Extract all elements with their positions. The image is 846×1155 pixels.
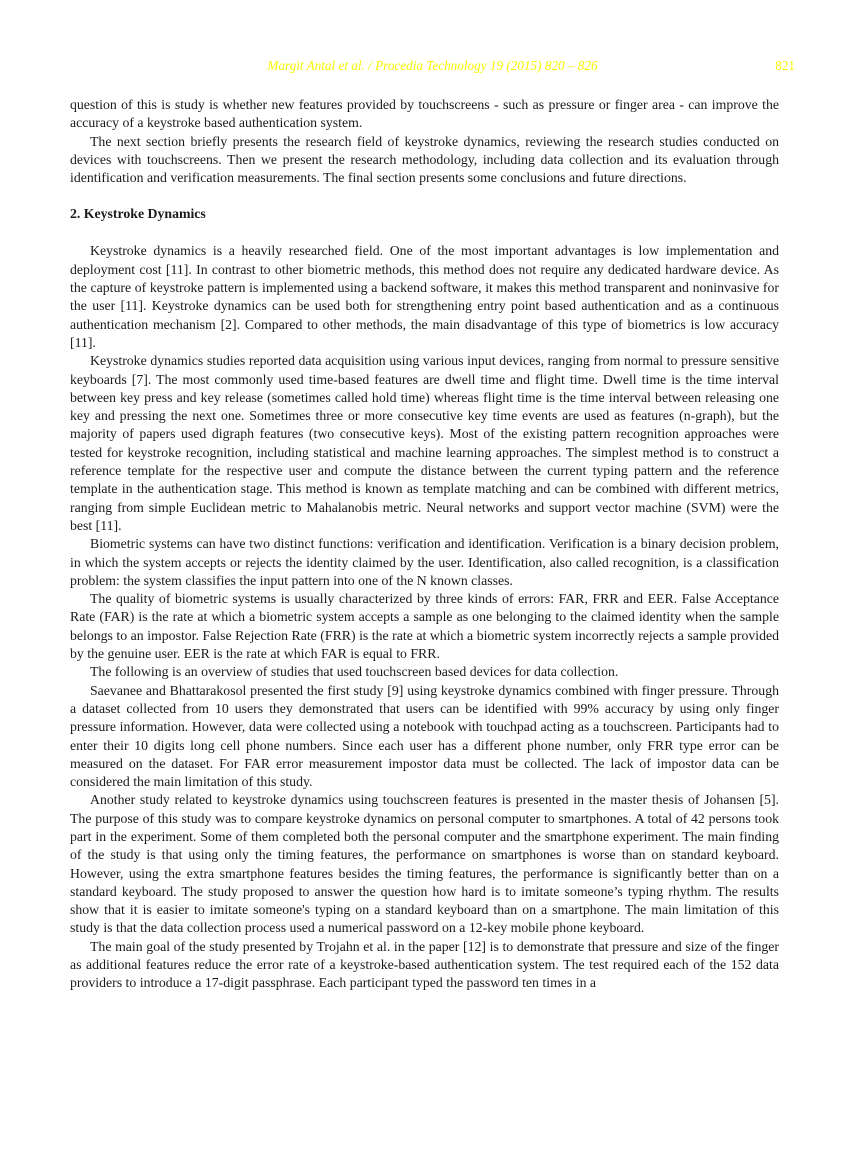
- paragraph-trojahn-study: The main goal of the study presented by Trojahn et al. in the paper [12] is to demonstrate that pressure and size of the finger as additional features reduce the error rate of a keystroke-based authentication system. The test required each of the 152 data providers to introduce a 17-digit passphrase. Each participant typed the password ten times in a: [70, 938, 779, 991]
- page-number: 821: [775, 58, 795, 73]
- paragraph-keystroke-advantages: Keystroke dynamics is a heavily researched field. One of the most important advantages is low implementation and deployment cost [11]. In contrast to other biometric methods, this method does not require any dedicated hardware device. As the capture of keystroke pattern is implemented using a backend software, it makes this method transparent and noninvasive for the user [11]. Keystroke dynamics can be used both for strengthening entry point based authentication and as a continuous authentication mechanism [2]. Compared to other methods, the main disadvantage of this type of biometrics is low accuracy [11].: [70, 243, 779, 350]
- paragraph-saevanee-study: Saevanee and Bhattarakosol presented the first study [9] using keystroke dynamics combined with finger pressure. Through a dataset collected from 10 users they demonstrated that users can be identified with 99% accuracy by using only finger pressure information. However, data were collected using a notebook with touchpad acting as a touchscreen. Participants had to enter their 10 digits long cell phone numbers. Since each user has a different phone number, only FRR type error can be measured on the dataset. For FAR error measurement impostor data must be collected. The lack of impostor data can be considered the main limitation of this study.: [70, 682, 779, 790]
- paragraph-verification-identification: Biometric systems can have two distinct functions: verification and identification. Verification is a binary decision problem, in which the system accepts or rejects the identity claimed by the user. Identification, also called recognition, is a classification problem: the system classifies the input pattern into one of the N known classes.: [70, 536, 779, 588]
- header-citation: Margit Antal et al. / Procedia Technology 19 (2015) 820 – 826: [267, 58, 598, 73]
- paragraph-section-overview: The next section briefly presents the research field of keystroke dynamics, reviewing the research studies conducted on devices with touchscreens. Then we present the research methodology, including data collection and its evaluation through identification and verification measurements. The final section presents some conclusions and future directions.: [70, 133, 779, 186]
- section-heading: 2. Keystroke Dynamics: [70, 206, 206, 222]
- paragraph-intro-continuation: question of this is study is whether new features provided by touchscreens - such as pressure or finger area - can improve the accuracy of a keystroke based authentication system.: [70, 97, 779, 131]
- paragraph-johansen-study: Another study related to keystroke dynamics using touchscreen features is presented in the master thesis of Johansen [5]. The purpose of this study was to compare keystroke dynamics on personal computer to smartphones. A total of 42 persons took part in the experiment. Some of them completed both the personal computer and the smartphone experiment. The main finding of the study is that using only the timing features, the performance on smartphones is worse than on standard keyboard. However, using the extra smartphone features besides the timing features, the performance is significantly better than on a standard keyboard. The study proposed to answer the question how hard is to imitate someone’s typing rhythm. The results show that it is easier to imitate someone's typing on a standard keyboard than on a smartphone. The main limitation of this study is that the data collection process used a numerical password on a 12-key mobile phone keyboard.: [70, 792, 779, 936]
- running-header: [70, 57, 795, 75]
- paragraph-overview-intro: The following is an overview of studies that used touchscreen based devices for data collection.: [90, 664, 619, 680]
- page-body: [70, 96, 779, 993]
- paragraph-features-and-methods: Keystroke dynamics studies reported data acquisition using various input devices, ranging from normal to pressure sensitive keyboards [7]. The most commonly used time-based features are dwell time and flight time. Dwell time is the time interval between key press and key release (sometimes called hold time) whereas flight time is the time interval between releasing one key and pressing the next one. Sometimes three or more consecutive key time events are used as features (n-graph), but the majority of papers used digraph features (two consecutive keys). Most of the existing pattern recognition approaches were tested for keystroke recognition, including statistical and machine learning approaches. The simplest method is to construct a reference template for the respective user and compute the distance between the current typing pattern and the reference template in the authentication stage. This method is known as template matching and can be combined with different metrics, ranging from simple Euclidean metric to Mahalanobis metric. Neural networks and support vector machine (SVM) were the best [11].: [70, 353, 779, 533]
- paragraph-error-rates: The quality of biometric systems is usually characterized by three kinds of errors: FAR, FRR and EER. False Acceptance Rate (FAR) is the rate at which a biometric system accepts a sample as one belonging to the claimed identity when the sample belongs to an impostor. False Rejection Rate (FRR) is the rate at which a biometric system incorrectly rejects a sample provided by the genuine user. EER is the rate at which FAR is equal to FRR.: [70, 591, 779, 662]
